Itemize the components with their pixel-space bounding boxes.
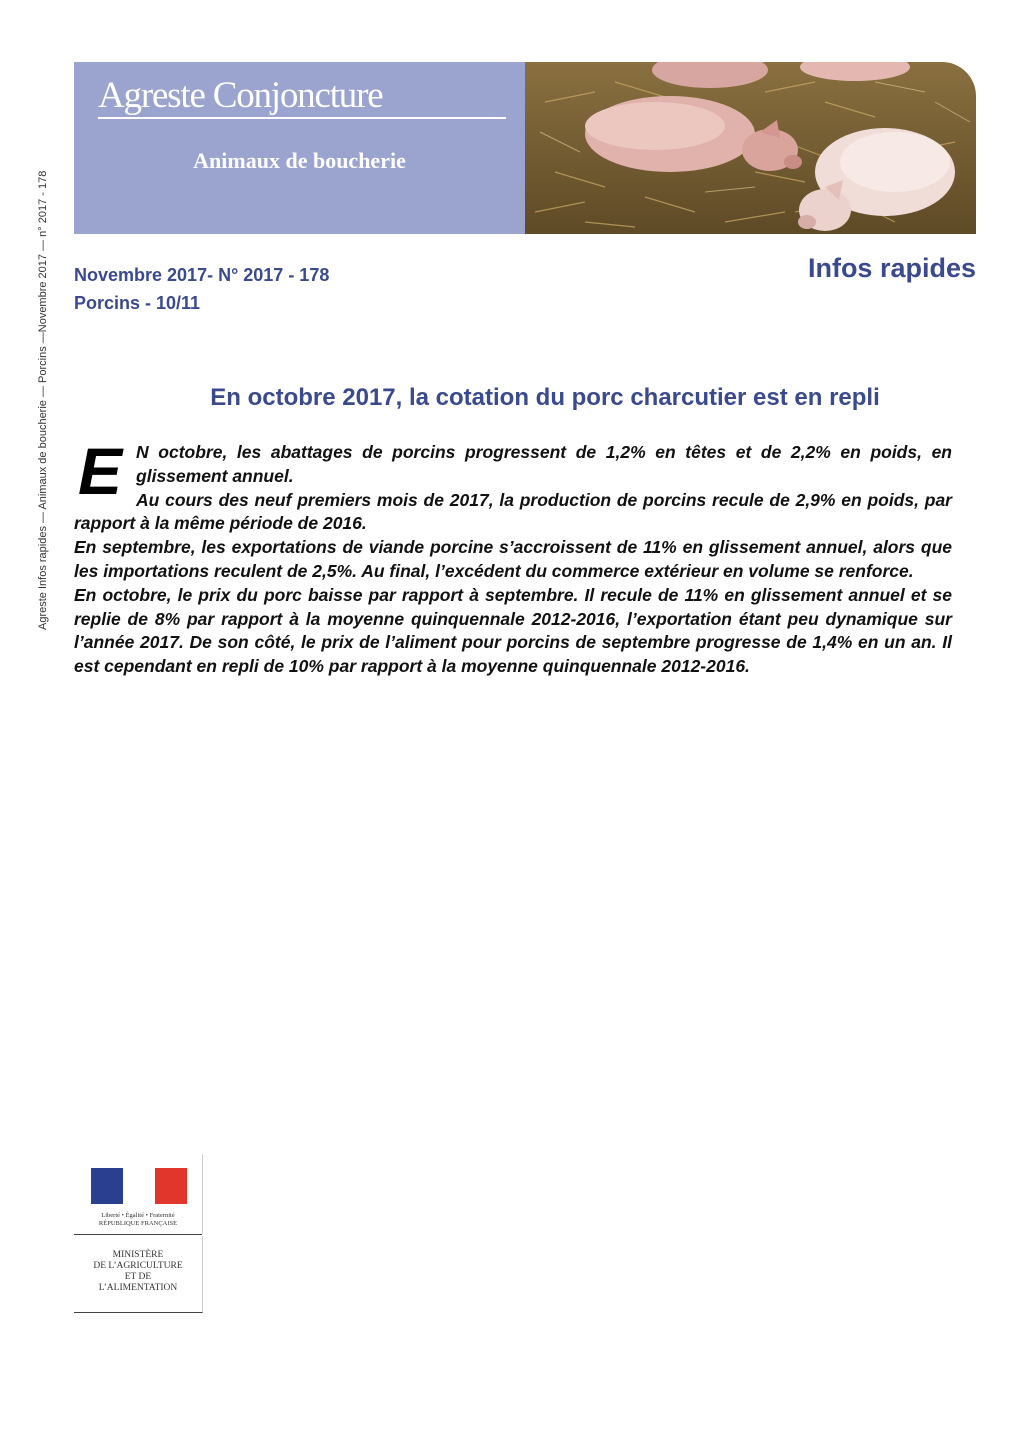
side-running-title: Agreste Infos rapides — Animaux de boucherie — Porcins —Novembre 2017 — n° 2017 - 178 bbox=[37, 170, 49, 630]
pigs-photo bbox=[525, 62, 976, 234]
issue-date-number: Novembre 2017- N° 2017 - 178 bbox=[74, 265, 330, 285]
article-body bbox=[74, 434, 952, 679]
banner-title-panel bbox=[74, 62, 525, 234]
pigs-illustration bbox=[525, 62, 976, 234]
republic-name: RÉPUBLIQUE FRANÇAISE bbox=[98, 1220, 178, 1227]
ministry-line-4: L’ALIMENTATION bbox=[98, 1283, 178, 1293]
ministry-line-1: MINISTÈRE bbox=[112, 1250, 164, 1260]
brand-underline bbox=[98, 117, 506, 119]
header-banner bbox=[74, 62, 976, 234]
section-label: Infos rapides bbox=[807, 253, 976, 283]
ministry-line-2: DE L’AGRICULTURE bbox=[93, 1261, 183, 1271]
paragraph-slaughter: N octobre, les abattages de porcins progressent de 1,2% en têtes et de 2,2% en poids, en glissement annuel. bbox=[136, 442, 952, 486]
republic-logo bbox=[74, 1154, 203, 1234]
brand-logo-text: Agreste Conjoncture bbox=[98, 75, 383, 116]
ministry-line-3: ET DE bbox=[124, 1272, 152, 1282]
article-headline: En octobre 2017, la cotation du porc charcutier est en repli bbox=[210, 384, 880, 411]
ministry-name-block bbox=[74, 1236, 203, 1313]
logo-divider bbox=[74, 1234, 202, 1235]
republic-motto: Liberté • Égalité • Fraternité bbox=[101, 1212, 175, 1219]
paragraph-production: Au cours des neuf premiers mois de 2017, la production de porcins recule de 2,9% en poids, par rapport à la même période de 2016. bbox=[74, 489, 952, 534]
ministry-name bbox=[74, 1250, 202, 1294]
publication-subtitle: Animaux de boucherie bbox=[193, 148, 406, 173]
republic-caption bbox=[74, 1212, 202, 1228]
marianne-flag-icon bbox=[91, 1168, 187, 1204]
paragraph-prices: En octobre, le prix du porc baisse par rapport à septembre. Il recule de 11% en glissement annuel et se replie de 8% par rapport à la moyenne quinquennale 2012-2016, l’exportation étant peu dynamique sur l’année 2017. De son côté, le prix de l’aliment pour porcins de septembre progresse de 1,4% en un an. Il est cependant en repli de 10% par rapport à la moyenne quinquennale 2012-2016. bbox=[74, 584, 952, 677]
issue-info bbox=[74, 261, 329, 317]
ministry-logo bbox=[74, 1154, 204, 1314]
drop-cap: E bbox=[78, 434, 123, 508]
paragraph-trade: En septembre, les exportations de viande porcine s’accroissent de 11% en glissement annuel, alors que les importations reculent de 2,5%. Au final, l’excédent du commerce extérieur en volume se renforce. bbox=[74, 537, 952, 581]
issue-series: Porcins - 10/11 bbox=[74, 293, 201, 313]
